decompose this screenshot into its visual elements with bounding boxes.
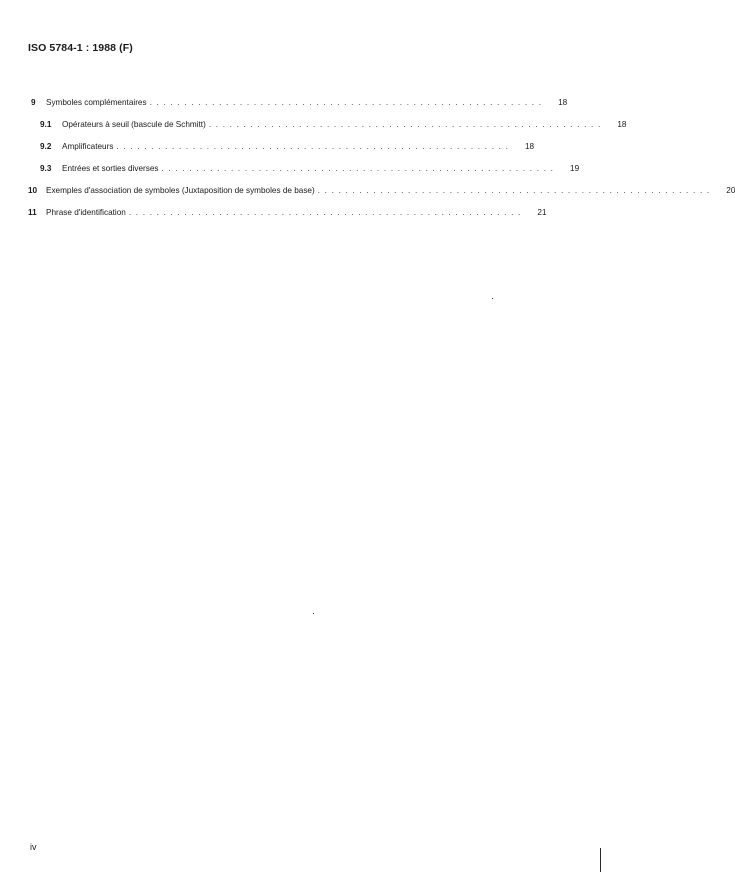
document-header: ISO 5784-1 : 1988 (F) [28,42,133,54]
toc-entry-page: 18 [617,120,627,129]
toc-leader-dots: . . . . . . . . . . . . . . . . . . . . . . . . . . . . . . . . . . . . . . . . . . . . . . . . . . . . . . . . . [317,186,711,195]
toc-entry-title: Exemples d'association de symboles (Juxtaposition de symboles de base) [46,186,315,195]
toc-leader-dots: . . . . . . . . . . . . . . . . . . . . . . . . . . . . . . . . . . . . . . . . . . . . . . . . . . . . . . . . . [161,164,555,173]
toc-entry-title: Phrase d'identification [46,208,126,217]
toc-entry-title: Symboles complémentaires [46,98,147,107]
toc-entry-9-2 [28,142,535,164]
page-number-footer: iv [30,842,37,852]
toc-entry-title: Entrées et sorties diverses [62,164,159,173]
toc-entry-page: 18 [558,98,568,107]
toc-entry-title: Opérateurs à seuil (bascule de Schmitt) [62,120,206,129]
toc-leader-dots: . . . . . . . . . . . . . . . . . . . . . . . . . . . . . . . . . . . . . . . . . . . . . . . . . . . . . . . . . [128,208,522,217]
toc-entry-number: 11 [28,208,37,217]
toc-entry-page: 20 [726,186,735,195]
toc-entry-number: 10 [28,186,38,195]
toc-entry-10 [28,186,735,208]
toc-leader-dots: . . . . . . . . . . . . . . . . . . . . . . . . . . . . . . . . . . . . . . . . . . . . . . . . . . . . . . . . . [149,98,543,107]
toc-entry-title: Amplificateurs [62,142,114,151]
toc-entry-9-3 [28,164,580,186]
toc-entry-page: 19 [570,164,580,173]
toc-entry-number: 9.2 [40,142,52,151]
toc-entry-9-1 [28,120,627,142]
toc-entry-9 [28,98,568,120]
toc-entry-number: 9.3 [40,164,52,173]
toc-entry-page: 21 [537,208,547,217]
toc-leader-dots: . . . . . . . . . . . . . . . . . . . . . . . . . . . . . . . . . . . . . . . . . . . . . . . . . . . . . . . . . [208,120,602,129]
toc-leader-dots: . . . . . . . . . . . . . . . . . . . . . . . . . . . . . . . . . . . . . . . . . . . . . . . . . . . . . . . . . [116,142,510,151]
toc-entry-number: 9.1 [40,120,52,129]
toc-entry-11 [28,208,547,230]
scan-edge-line [600,848,601,872]
table-of-contents [28,98,735,230]
toc-entry-number: 9 [31,98,36,107]
scan-speck [313,613,314,614]
scan-speck [492,298,493,299]
toc-entry-page: 18 [524,142,535,151]
